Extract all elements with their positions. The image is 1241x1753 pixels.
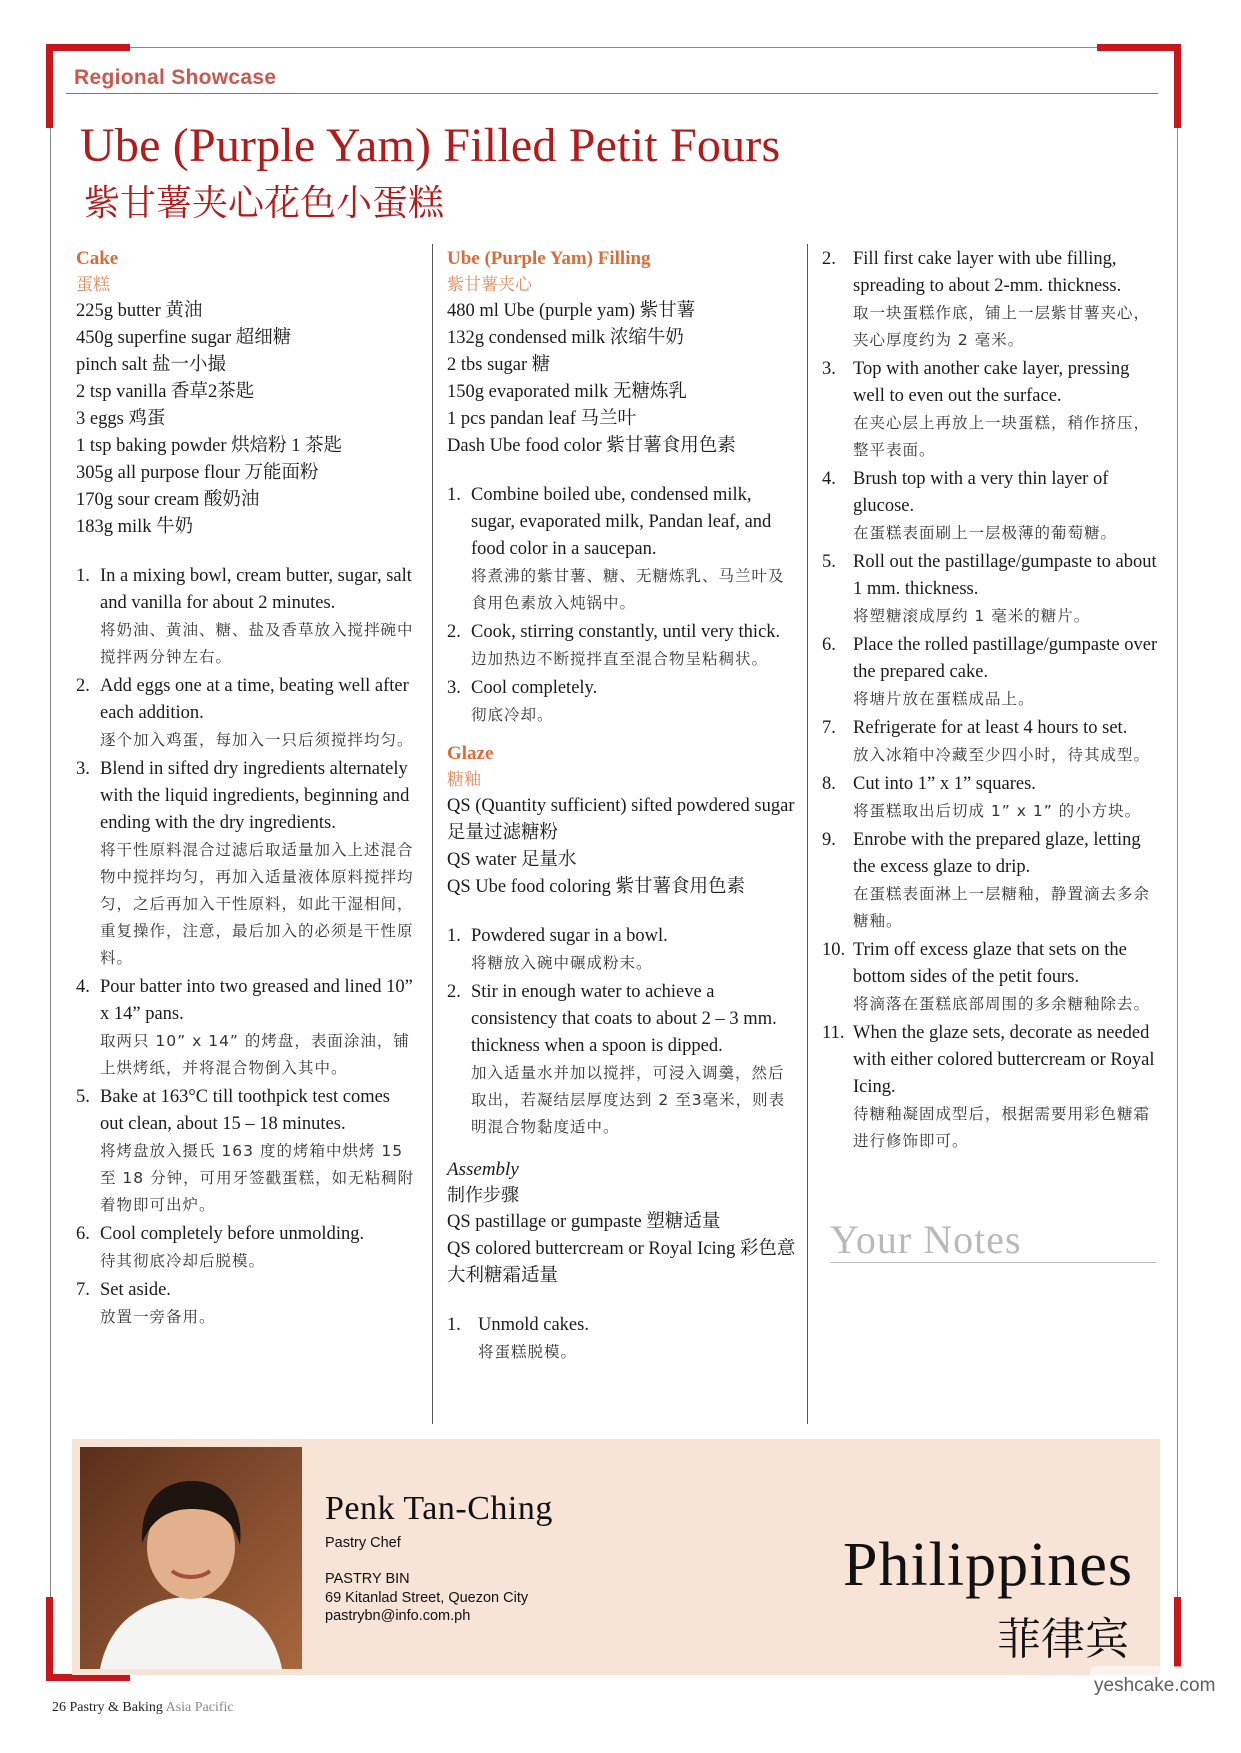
step — [822, 246, 1162, 354]
step-number: 1. — [76, 566, 90, 586]
step-text: When the glaze sets, decorate as needed with either colored buttercream or Royal Icing. — [853, 1023, 1155, 1097]
step — [822, 827, 1162, 935]
section-label: Regional Showcase — [74, 66, 277, 89]
country-name: Philippines — [842, 1531, 1133, 1599]
step-text-chinese: 待糖釉凝固成型后，根据需要用彩色糖霜进行修饰即可。 — [853, 1105, 1151, 1150]
step — [76, 1221, 416, 1275]
page-title: Ube (Purple Yam) Filled Petit Fours — [80, 119, 781, 172]
step — [822, 356, 1162, 464]
step-text-chinese: 待其彻底冷却后脱模。 — [100, 1252, 266, 1270]
step-number: 1. — [447, 485, 461, 505]
step-text: Refrigerate for at least 4 hours to set. — [853, 718, 1128, 738]
step — [822, 771, 1162, 825]
glaze-ingredients — [447, 793, 797, 901]
notes-underline — [830, 1262, 1156, 1263]
step-number: 9. — [822, 830, 836, 850]
step-text-chinese: 将滴落在蛋糕底部周围的多余糖釉除去。 — [853, 995, 1151, 1013]
glaze-steps — [447, 923, 797, 1141]
step-number: 2. — [447, 982, 461, 1002]
step-text-chinese: 将蛋糕取出后切成 1” x 1” 的小方块。 — [853, 802, 1142, 820]
step-number: 7. — [822, 718, 836, 738]
step-number: 4. — [822, 469, 836, 489]
step-text-chinese: 将糖放入碗中碾成粉末。 — [471, 954, 653, 972]
step-text: Cut into 1” x 1” squares. — [853, 774, 1036, 794]
column-divider-1 — [432, 244, 433, 1424]
step — [822, 937, 1162, 1018]
step-number: 2. — [822, 249, 836, 269]
step-text: Blend in sifted dry ingredients alternately with the liquid ingredients, beginning and ending with the dry ingredients. — [100, 759, 410, 833]
ingredient: 1 pcs pandan leaf 马兰叶 — [447, 409, 637, 429]
column-cake — [76, 246, 416, 1333]
ingredient: 480 ml Ube (purple yam) 紫甘薯 — [447, 301, 696, 321]
chef-address: 69 Kitanlad Street, Quezon City — [325, 1590, 529, 1606]
step-number: 5. — [822, 552, 836, 572]
ingredient: QS Ube food coloring 紫甘薯食用色素 — [447, 877, 746, 897]
ingredient: 183g milk 牛奶 — [76, 517, 194, 537]
filling-ingredients — [447, 298, 797, 460]
svg-text:yeshcake.com: yeshcake.com — [1094, 1675, 1216, 1696]
chef-portrait-icon — [80, 1447, 302, 1669]
step — [447, 482, 797, 617]
page-number: 26 — [52, 1700, 66, 1715]
step-number: 3. — [76, 759, 90, 779]
step — [822, 1020, 1162, 1155]
step-text-chinese: 将煮沸的紫甘薯、糖、无糖炼乳、马兰叶及食用色素放入炖锅中。 — [471, 567, 785, 612]
step-text-chinese: 边加热边不断搅拌直至混合物呈粘稠状。 — [471, 650, 769, 668]
step — [76, 756, 416, 972]
publication-name: Pastry & Baking — [69, 1700, 163, 1715]
step-number: 3. — [822, 359, 836, 379]
ingredient: 305g all purpose flour 万能面粉 — [76, 463, 319, 483]
step-number: 2. — [447, 622, 461, 642]
step — [822, 715, 1162, 769]
step-text-chinese: 将塑糖滚成厚约 1 毫米的糖片。 — [853, 607, 1091, 625]
step-text: Stir in enough water to achieve a consistency that coats to about 2 – 3 mm. thickness when a spoon is dipped. — [471, 982, 777, 1056]
step-text-chinese: 加入适量水并加以搅拌，可浸入调羹，然后取出，若凝结层厚度达到 2 至3毫米，则表明混合物黏度适中。 — [471, 1064, 786, 1136]
step-text: Enrobe with the prepared glaze, letting the excess glaze to drip. — [853, 830, 1141, 877]
chef-email[interactable]: pastrybn@info.com.ph — [325, 1608, 471, 1624]
assembly-steps-continued — [822, 246, 1162, 1155]
assembly-heading-chinese: 制作步骤 — [447, 1185, 519, 1206]
ingredient: 150g evaporated milk 无糖炼乳 — [447, 382, 687, 402]
filling-steps — [447, 482, 797, 729]
glaze-heading: Glaze — [447, 743, 494, 764]
watermark-logo-icon — [1090, 1664, 1230, 1702]
step — [447, 1312, 797, 1366]
frame-top-right-h — [1097, 44, 1181, 51]
step-text: Place the rolled pastillage/gumpaste over the prepared cake. — [853, 635, 1158, 682]
step-number: 4. — [76, 977, 90, 997]
step-number: 1. — [447, 1315, 461, 1335]
chef-organization: PASTRY BIN — [325, 1571, 410, 1587]
page-title-chinese: 紫甘薯夹心花色小蛋糕 — [84, 183, 445, 224]
chef-photo — [80, 1447, 302, 1669]
step-text: Cool completely before unmolding. — [100, 1224, 365, 1244]
step-text-chinese: 逐个加入鸡蛋，每加入一只后须搅拌均匀。 — [100, 731, 414, 749]
step-number: 10. — [822, 940, 846, 960]
step — [447, 923, 797, 977]
frame-top-line — [130, 47, 1097, 48]
step — [822, 549, 1162, 630]
step-number: 3. — [447, 678, 461, 698]
cake-ingredients — [76, 298, 416, 541]
frame-left-line — [50, 128, 51, 1597]
step — [447, 675, 797, 729]
step-number: 6. — [76, 1224, 90, 1244]
ingredient: 225g butter 黄油 — [76, 301, 203, 321]
step-text-chinese: 将蛋糕脱模。 — [478, 1343, 578, 1361]
step-number: 2. — [76, 676, 90, 696]
step-number: 7. — [76, 1280, 90, 1300]
publication-region: Asia Pacific — [165, 1700, 234, 1715]
step-text: Unmold cakes. — [478, 1315, 589, 1335]
step — [76, 673, 416, 754]
step — [822, 466, 1162, 547]
step-text: Pour batter into two greased and lined 10” x 14” pans. — [100, 977, 413, 1024]
notes-label: Your Notes — [830, 1217, 1022, 1262]
step-text-chinese: 在夹心层上再放上一块蛋糕，稍作挤压，整平表面。 — [853, 414, 1151, 459]
ingredient: QS pastillage or gumpaste 塑糖适量 — [447, 1212, 721, 1232]
frame-bottom-left-v — [46, 1597, 53, 1681]
step-text: Cook, stirring constantly, until very thick. — [471, 622, 781, 642]
assembly-ingredients — [447, 1209, 797, 1290]
frame-bottom-left-h — [46, 1674, 130, 1681]
step-text-chinese: 彻底冷却。 — [471, 706, 554, 724]
step-number: 1. — [447, 926, 461, 946]
step-text-chinese: 将干性原料混合过滤后取适量加入上述混合物中搅拌均匀，再加入适量液体原料搅拌均匀，之后再加入干性原料，如此干湿相间，重复操作，注意，最后加入的必须是干性原料。 — [100, 841, 414, 967]
step-text-chinese: 将烤盘放入摄氏 163 度的烤箱中烘烤 15至 18 分钟，可用牙签戳蛋糕，如无粘稠附着物即可出炉。 — [100, 1142, 415, 1214]
step — [447, 979, 797, 1141]
column-filling-glaze — [447, 246, 797, 1368]
ingredient: 132g condensed milk 浓缩牛奶 — [447, 328, 684, 348]
chef-role: Pastry Chef — [325, 1535, 401, 1551]
step-text: Set aside. — [100, 1280, 171, 1300]
filling-heading-chinese: 紫甘薯夹心 — [447, 275, 532, 295]
step-text: Brush top with a very thin layer of glucose. — [853, 469, 1109, 516]
header-divider — [66, 93, 1158, 94]
step-text: Trim off excess glaze that sets on the bottom sides of the petit fours. — [853, 940, 1127, 987]
cake-heading-chinese: 蛋糕 — [76, 275, 110, 295]
cake-heading: Cake — [76, 248, 119, 269]
column-assembly — [822, 246, 1162, 1157]
ingredient: QS colored buttercream or Royal Icing 彩色意大利糖霜适量 — [447, 1239, 796, 1286]
column-divider-2 — [807, 244, 808, 1424]
step-text: Powdered sugar in a bowl. — [471, 926, 668, 946]
step-text-chinese: 在蛋糕表面淋上一层糖釉，静置滴去多余糖釉。 — [853, 885, 1151, 930]
step-text-chinese: 将奶油、黄油、糖、盐及香草放入搅拌碗中搅拌两分钟左右。 — [100, 621, 414, 666]
step-number: 8. — [822, 774, 836, 794]
step-number: 5. — [76, 1087, 90, 1107]
step — [76, 1277, 416, 1331]
cake-steps — [76, 563, 416, 1331]
step — [76, 974, 416, 1082]
step-text-chinese: 在蛋糕表面刷上一层极薄的葡萄糖。 — [853, 524, 1118, 542]
page-footer — [52, 1700, 234, 1716]
step-text-chinese: 取一块蛋糕作底，铺上一层紫甘薯夹心，夹心厚度约为 2 毫米。 — [853, 304, 1151, 349]
assembly-heading: Assembly — [447, 1159, 519, 1180]
ingredient: 2 tbs sugar 糖 — [447, 355, 551, 375]
step-text-chinese: 放置一旁备用。 — [100, 1308, 216, 1326]
step-text: Cool completely. — [471, 678, 598, 698]
ingredient: 450g superfine sugar 超细糖 — [76, 328, 292, 348]
step — [76, 1084, 416, 1219]
step-text: Bake at 163°C till toothpick test comes out clean, about 15 – 18 minutes. — [100, 1087, 390, 1134]
ingredient: QS water 足量水 — [447, 850, 577, 870]
frame-top-right-v — [1174, 44, 1181, 128]
step-text: In a mixing bowl, cream butter, sugar, salt and vanilla for about 2 minutes. — [100, 566, 412, 613]
chef-name: Penk Tan-Ching — [325, 1490, 553, 1527]
frame-bottom-right-v — [1174, 1597, 1181, 1667]
step-text-chinese: 放入冰箱中冷藏至少四小时，待其成型。 — [853, 746, 1151, 764]
step-text: Top with another cake layer, pressing well to even out the surface. — [853, 359, 1130, 406]
site-watermark — [1090, 1664, 1230, 1702]
step-text-chinese: 取两只 10” x 14” 的烤盘，表面涂油，铺上烘烤纸，并将混合物倒入其中。 — [100, 1032, 410, 1077]
ingredient: 1 tsp baking powder 烘焙粉 1 茶匙 — [76, 436, 343, 456]
frame-right-line — [1177, 128, 1178, 1597]
frame-top-left-h — [46, 44, 130, 51]
ingredient: Dash Ube food color 紫甘薯食用色素 — [447, 436, 736, 456]
step-text: Combine boiled ube, condensed milk, sugar, evaporated milk, Pandan leaf, and food color in a saucepan. — [471, 485, 772, 559]
filling-heading: Ube (Purple Yam) Filling — [447, 248, 651, 269]
step-text-chinese: 将塘片放在蛋糕成品上。 — [853, 690, 1035, 708]
ingredient: 2 tsp vanilla 香草2茶匙 — [76, 382, 255, 402]
ingredient: 3 eggs 鸡蛋 — [76, 409, 166, 429]
ingredient: pinch salt 盐一小撮 — [76, 355, 227, 375]
step-text: Roll out the pastillage/gumpaste to about 1 mm. thickness. — [853, 552, 1157, 599]
ingredient: QS (Quantity sufficient) sifted powdered sugar 足量过滤糖粉 — [447, 796, 795, 843]
ingredient: 170g sour cream 酸奶油 — [76, 490, 260, 510]
step-text: Fill first cake layer with ube filling, spreading to about 2-mm. thickness. — [853, 249, 1122, 296]
step — [822, 632, 1162, 713]
step-number: 6. — [822, 635, 836, 655]
country-name-chinese: 菲律宾 — [997, 1614, 1129, 1665]
assembly-steps — [447, 1312, 797, 1366]
step-number: 11. — [822, 1023, 845, 1043]
glaze-heading-chinese: 糖釉 — [447, 770, 481, 790]
step-text: Add eggs one at a time, beating well after each addition. — [100, 676, 409, 723]
step — [76, 563, 416, 671]
step — [447, 619, 797, 673]
frame-top-left-v — [46, 44, 53, 128]
